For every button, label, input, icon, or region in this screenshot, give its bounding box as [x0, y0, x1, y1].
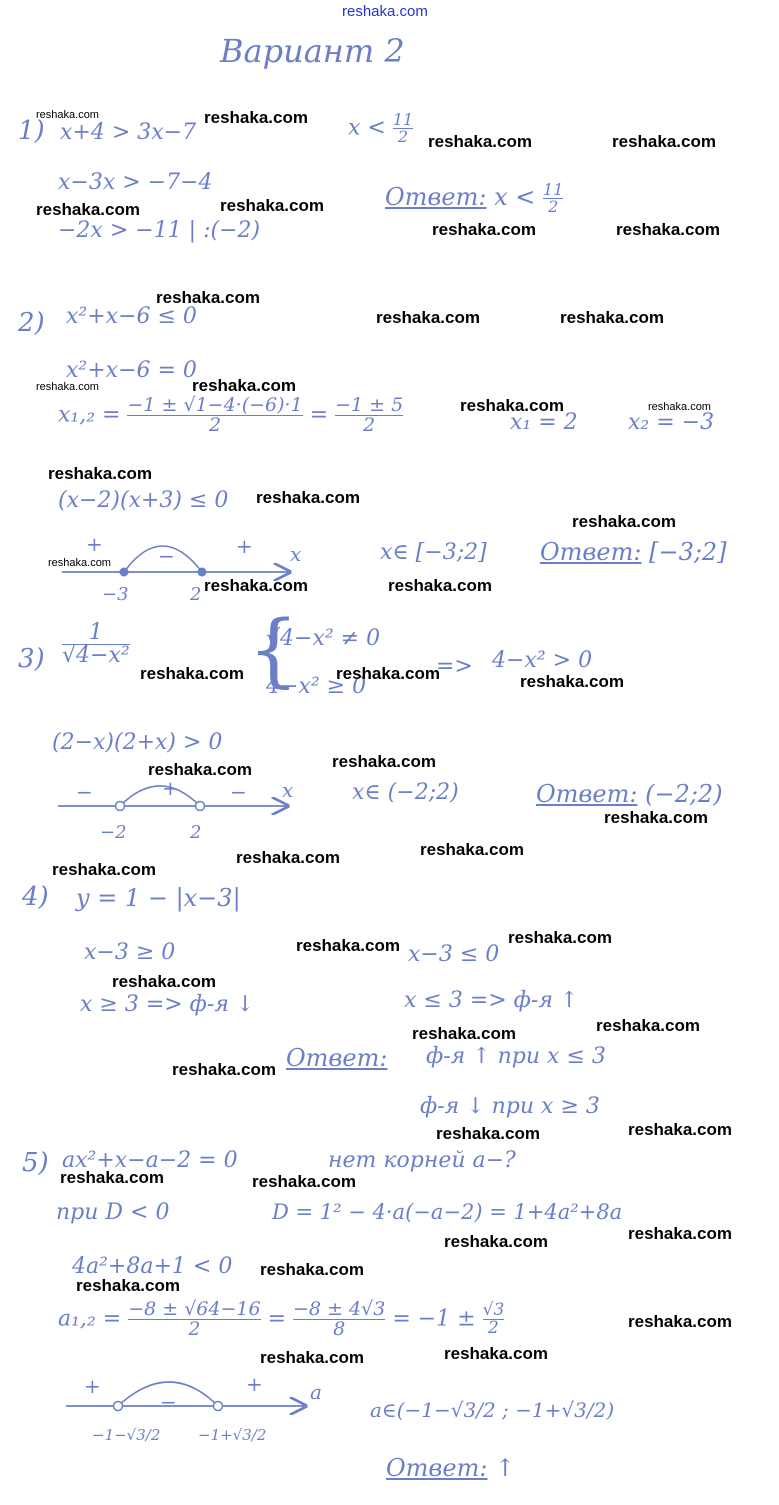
watermark: reshaka.com — [508, 928, 612, 947]
task-3-number-line — [58, 786, 286, 811]
task-3-interval: x∈ (−2;2) — [352, 780, 459, 805]
answer-label: Ответ: — [286, 1044, 388, 1072]
watermark: reshaka.com — [376, 308, 480, 327]
open-point — [214, 1402, 223, 1411]
numerator: −1 ± 5 — [335, 394, 404, 416]
task-5-condition: при D < 0 — [56, 1200, 170, 1225]
watermark: reshaka.com — [604, 808, 708, 827]
task-4-case-1-result: x ≥ 3 => ф-я ↓ — [80, 992, 255, 1017]
watermark: reshaka.com — [36, 381, 99, 393]
watermark: reshaka.com — [252, 1172, 356, 1191]
axis-tick: −1+√3/2 — [198, 1426, 267, 1444]
task-2-equation: x²+x−6 = 0 — [66, 358, 197, 383]
task-2-number: 2) — [18, 308, 45, 338]
task-5-question: нет корней a−? — [328, 1148, 516, 1173]
task-2-interval: x∈ [−3;2] — [380, 540, 487, 565]
task-1-answer-lhs: x < — [494, 183, 536, 211]
roots-equals-2: = −1 ± — [392, 1306, 476, 1332]
watermark: reshaka.com — [256, 488, 360, 507]
watermark: reshaka.com — [204, 576, 308, 595]
watermark: reshaka.com — [412, 1024, 516, 1043]
watermark: reshaka.com — [572, 512, 676, 531]
task-3-number: 3) — [18, 644, 45, 674]
task-1-result-lhs: x < — [348, 115, 386, 141]
watermark: reshaka.com — [172, 1060, 276, 1079]
watermark: reshaka.com — [220, 196, 324, 215]
task-4-case-1: x−3 ≥ 0 — [84, 940, 176, 965]
axis-sign: + — [162, 776, 179, 800]
watermark: reshaka.com — [60, 1168, 164, 1187]
watermark: reshaka.com — [596, 1016, 700, 1035]
task-3-conclusion: 4−x² > 0 — [492, 648, 593, 673]
answer-label: Ответ: — [386, 1454, 488, 1482]
watermark: reshaka.com — [36, 109, 99, 121]
task-2-x1: x₁ = 2 — [510, 410, 578, 435]
numerator: −8 ± √64−16 — [128, 1298, 261, 1320]
watermark: reshaka.com — [260, 1348, 364, 1367]
open-point — [196, 802, 205, 811]
watermark: reshaka.com — [428, 132, 532, 151]
watermark: reshaka.com — [296, 936, 400, 955]
task-3-factored: (2−x)(2+x) > 0 — [52, 730, 223, 755]
answer-label: Ответ: — [540, 538, 642, 566]
task-5-interval: a∈(−1−√3/2 ; −1+√3/2) — [370, 1398, 615, 1422]
task-4-function: y = 1 − |x−3| — [76, 884, 241, 912]
axis-sign: + — [246, 1372, 263, 1396]
roots-lhs: x₁,₂ = — [58, 402, 121, 428]
watermark: reshaka.com — [192, 376, 296, 395]
denominator: 2 — [363, 414, 376, 436]
watermark: reshaka.com — [156, 288, 260, 307]
watermark: reshaka.com — [628, 1224, 732, 1243]
variant-title: Вариант 2 — [220, 32, 405, 70]
watermark: reshaka.com — [236, 848, 340, 867]
task-5-number: 5) — [22, 1148, 49, 1178]
watermark: reshaka.com — [432, 220, 536, 239]
task-5-equation: ax²+x−a−2 = 0 — [62, 1148, 238, 1173]
numerator: 11 — [392, 110, 414, 129]
denominator: 2 — [488, 1318, 499, 1338]
open-point — [114, 1402, 123, 1411]
answer-value: ↑ — [495, 1454, 516, 1482]
answer-value: (−2;2) — [645, 780, 723, 808]
task-4-case-2: x−3 ≤ 0 — [408, 942, 500, 967]
watermark: reshaka.com — [444, 1232, 548, 1251]
task-1-step2: −2x > −11 | :(−2) — [58, 218, 261, 243]
watermark: reshaka.com — [260, 1260, 364, 1279]
numerator: 1 — [88, 620, 103, 645]
task-3-system-1: √4−x² ≠ 0 — [266, 626, 381, 651]
axis-var: x — [290, 542, 302, 566]
watermark: reshaka.com — [420, 840, 524, 859]
watermark: reshaka.com — [332, 752, 436, 771]
numerator: −1 ± √1−4·(−6)·1 — [127, 394, 303, 416]
axis-sign: − — [230, 780, 247, 804]
axis-tick: 2 — [190, 584, 202, 605]
numerator: −8 ± 4√3 — [293, 1298, 386, 1320]
watermark: reshaka.com — [520, 672, 624, 691]
numerator: 11 — [543, 180, 564, 199]
watermark: reshaka.com — [612, 132, 716, 151]
watermark: reshaka.com — [48, 464, 152, 483]
watermark: reshaka.com — [204, 108, 308, 127]
closed-point — [120, 568, 129, 577]
watermark: reshaka.com — [112, 972, 216, 991]
watermark: reshaka.com — [560, 308, 664, 327]
axis-sign: + — [236, 534, 253, 558]
denominator: √4−x² — [62, 643, 130, 668]
watermark: reshaka.com — [388, 576, 492, 595]
axis-tick: −3 — [102, 584, 129, 605]
watermark: reshaka.com — [336, 664, 440, 683]
axis-sign: + — [86, 532, 103, 556]
task-5-inequality: 4a²+8a+1 < 0 — [72, 1254, 233, 1279]
watermark: reshaka.com — [52, 860, 156, 879]
axis-tick: 2 — [190, 822, 202, 843]
denominator: 2 — [188, 1318, 201, 1340]
answer-value: [−3;2] — [649, 538, 727, 566]
site-link[interactable]: reshaka.com — [342, 3, 428, 20]
watermark: reshaka.com — [616, 220, 720, 239]
watermark: reshaka.com — [48, 557, 111, 569]
denominator: 8 — [333, 1318, 346, 1340]
task-4-answer-line-1: ф-я ↑ при x ≤ 3 — [426, 1044, 606, 1069]
axis-var: a — [310, 1380, 322, 1404]
open-point — [116, 802, 125, 811]
task-2-factored: (x−2)(x+3) ≤ 0 — [58, 488, 229, 513]
task-5-discriminant: D = 1² − 4·a(−a−2) = 1+4a²+8a — [272, 1200, 623, 1224]
watermark: reshaka.com — [648, 401, 711, 413]
task-1-step1: x−3x > −7−4 — [58, 170, 213, 195]
roots-equals: = — [309, 402, 329, 428]
task-2-x2: x₂ = −3 — [628, 410, 715, 435]
watermark: reshaka.com — [628, 1120, 732, 1139]
watermark: reshaka.com — [148, 760, 252, 779]
axis-sign: − — [158, 544, 175, 568]
answer-label: Ответ: — [536, 780, 638, 808]
denominator: 2 — [397, 127, 409, 146]
axis-var: x — [282, 778, 294, 802]
task-3-system-2: 4−x² ≥ 0 — [266, 674, 367, 699]
watermark: reshaka.com — [140, 664, 244, 683]
task-1-number: 1) — [18, 116, 45, 146]
system-brace: { — [248, 603, 299, 696]
denominator: 2 — [209, 414, 222, 436]
roots-equals: = — [267, 1306, 287, 1332]
task-4-number: 4) — [22, 882, 49, 912]
answer-label: Ответ: — [385, 183, 487, 211]
denominator: 2 — [548, 197, 559, 216]
task-4-answer-line-2: ф-я ↓ при x ≥ 3 — [420, 1094, 600, 1119]
implies-arrow: => — [436, 654, 473, 679]
watermark: reshaka.com — [436, 1124, 540, 1143]
roots-lhs: a₁,₂ = — [58, 1306, 122, 1332]
watermark: reshaka.com — [76, 1276, 180, 1295]
axis-sign: − — [160, 1390, 177, 1414]
watermark: reshaka.com — [628, 1312, 732, 1331]
watermark: reshaka.com — [444, 1344, 548, 1363]
numerator: √3 — [482, 1300, 505, 1320]
watermark: reshaka.com — [36, 200, 140, 219]
axis-sign: − — [76, 780, 93, 804]
watermark: reshaka.com — [460, 396, 564, 415]
axis-tick: −2 — [100, 822, 127, 843]
axis-tick: −1−√3/2 — [92, 1426, 161, 1444]
task-5-number-line — [66, 1382, 304, 1414]
task-2-inequality: x²+x−6 ≤ 0 — [66, 304, 197, 329]
task-4-case-2-result: x ≤ 3 => ф-я ↑ — [404, 988, 579, 1013]
axis-sign: + — [84, 1374, 101, 1398]
task-1-inequality: x+4 > 3x−7 — [60, 120, 197, 145]
